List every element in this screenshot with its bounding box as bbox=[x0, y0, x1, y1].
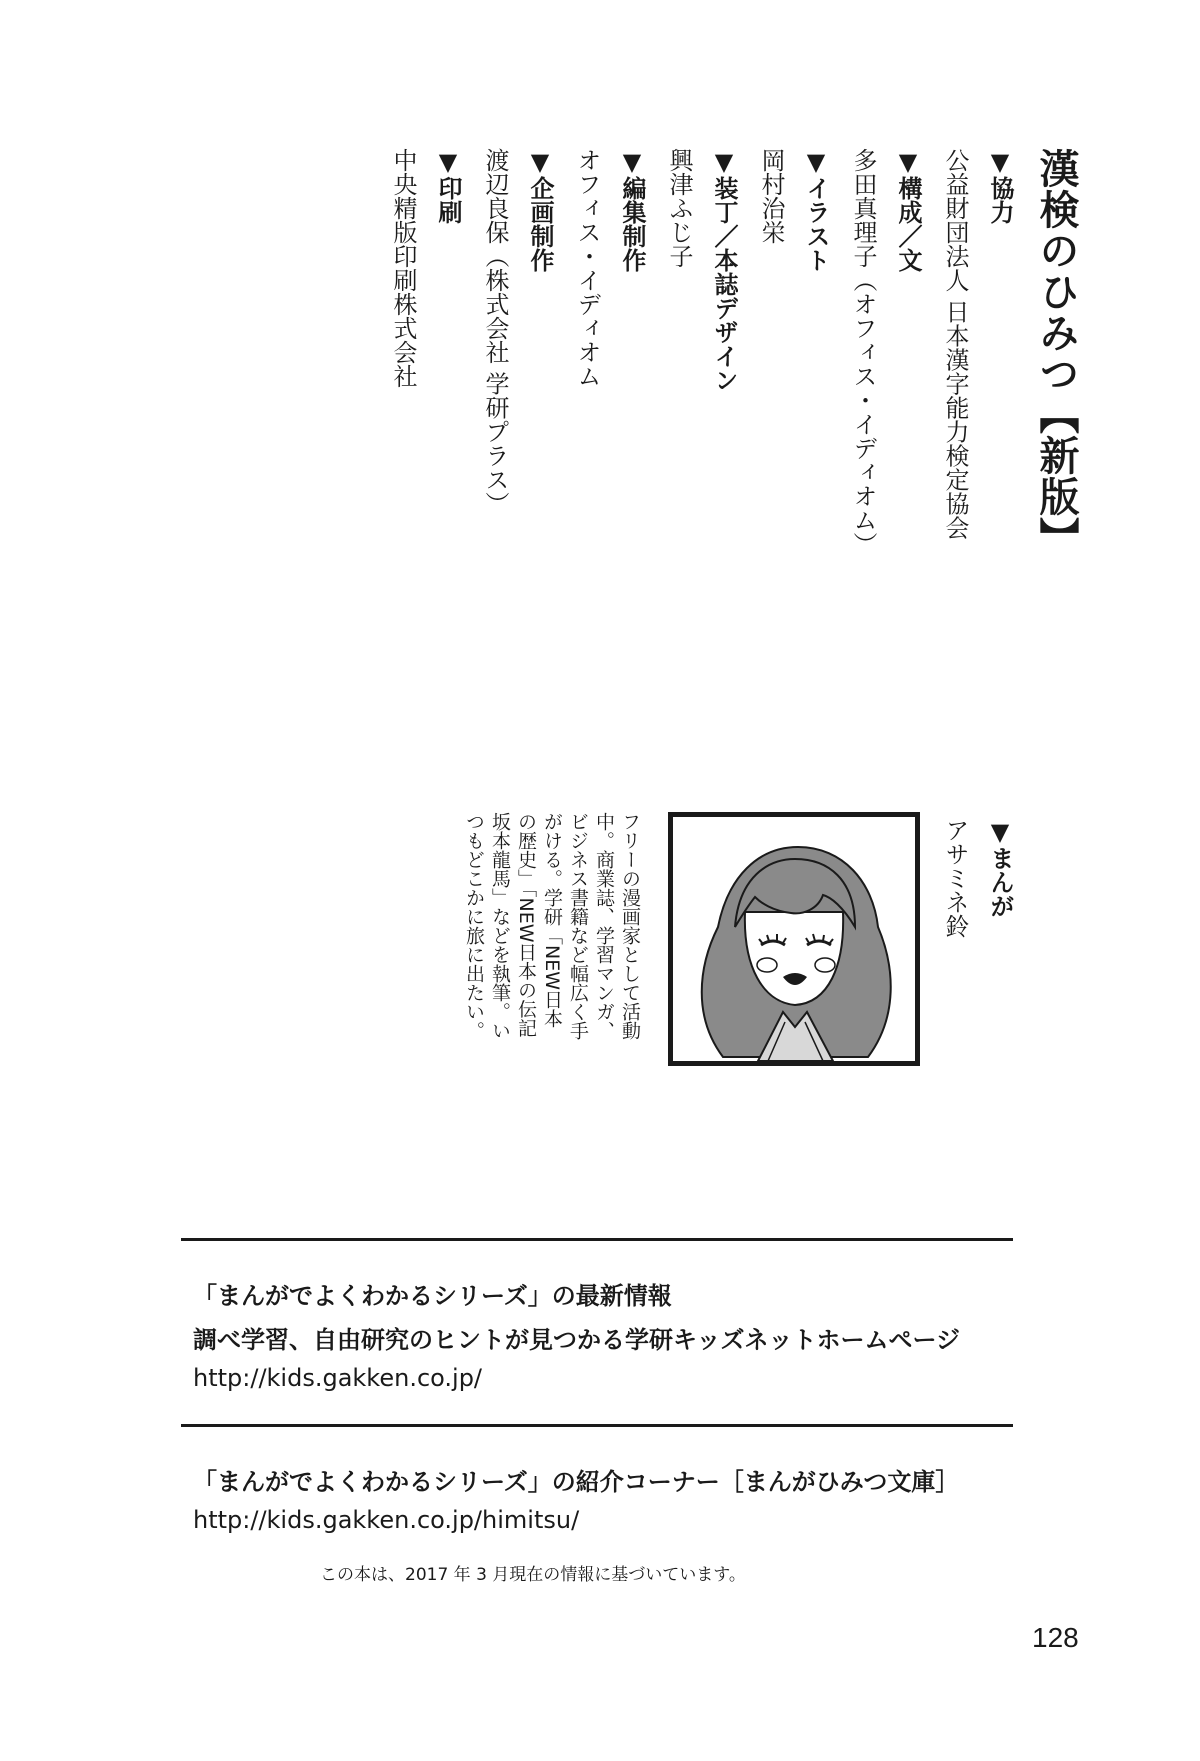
design-value: 興津ふじ子 bbox=[665, 148, 693, 268]
printing-heading: ▼印刷 bbox=[434, 148, 462, 224]
bio-line-1: フリーの漫画家として活動 bbox=[619, 812, 641, 1040]
divider-top bbox=[181, 1238, 1013, 1241]
info-date-note: この本は、2017 年 3 月現在の情報に基づいています。 bbox=[320, 1565, 746, 1585]
cooperation-heading: ▼協力 bbox=[986, 148, 1014, 224]
bio-line-4: がける。学研「NEW日本 bbox=[541, 812, 563, 1029]
design-heading: ▼装丁／本誌デザイン bbox=[710, 148, 738, 392]
editing-value: オフィス・イディオム bbox=[573, 148, 601, 388]
artist-portrait bbox=[668, 812, 920, 1066]
composition-value: 多田真理子（オフィス・イディオム） bbox=[849, 148, 877, 556]
cooperation-value: 公益財団法人 日本漢字能力検定協会 bbox=[941, 148, 969, 540]
artist-portrait-drawing bbox=[673, 817, 915, 1061]
planning-heading: ▼企画制作 bbox=[526, 148, 554, 272]
himitsu-url[interactable]: http://kids.gakken.co.jp/himitsu/ bbox=[193, 1506, 580, 1534]
editing-heading: ▼編集制作 bbox=[618, 148, 646, 272]
bio-line-2: 中。商業誌、学習マンガ、 bbox=[593, 812, 615, 1040]
bio-line-7: つもどこかに旅に出たい。 bbox=[463, 812, 485, 1040]
planning-value: 渡辺良保（株式会社 学研プラス） bbox=[481, 148, 509, 516]
illustration-heading: ▼イラスト bbox=[802, 148, 830, 272]
manga-heading: ▼まんが bbox=[986, 818, 1014, 918]
composition-heading: ▼構成／文 bbox=[894, 148, 922, 272]
bio-line-5: の歴史」「NEW日本の伝記 bbox=[515, 812, 537, 1038]
manga-artist: アサミネ鈴 bbox=[941, 818, 969, 938]
page-number: 128 bbox=[1032, 1622, 1079, 1653]
divider-bottom bbox=[181, 1424, 1013, 1427]
series-news-heading: 「まんがでよくわかるシリーズ」の最新情報 bbox=[193, 1282, 672, 1310]
book-title: 漢検のひみつ【新版】 bbox=[1033, 148, 1079, 558]
illustration-value: 岡村治栄 bbox=[757, 148, 785, 244]
bio-line-6: 坂本龍馬」などを執筆。い bbox=[489, 812, 511, 1040]
kidsnet-url[interactable]: http://kids.gakken.co.jp/ bbox=[193, 1364, 483, 1392]
himitsu-corner-heading: 「まんがでよくわかるシリーズ」の紹介コーナー［まんがひみつ文庫］ bbox=[193, 1468, 960, 1496]
printing-value: 中央精版印刷株式会社 bbox=[389, 148, 417, 388]
bio-line-3: ビジネス書籍など幅広く手 bbox=[567, 812, 589, 1040]
kidsnet-description: 調べ学習、自由研究のヒントが見つかる学研キッズネットホームページ bbox=[193, 1326, 961, 1354]
